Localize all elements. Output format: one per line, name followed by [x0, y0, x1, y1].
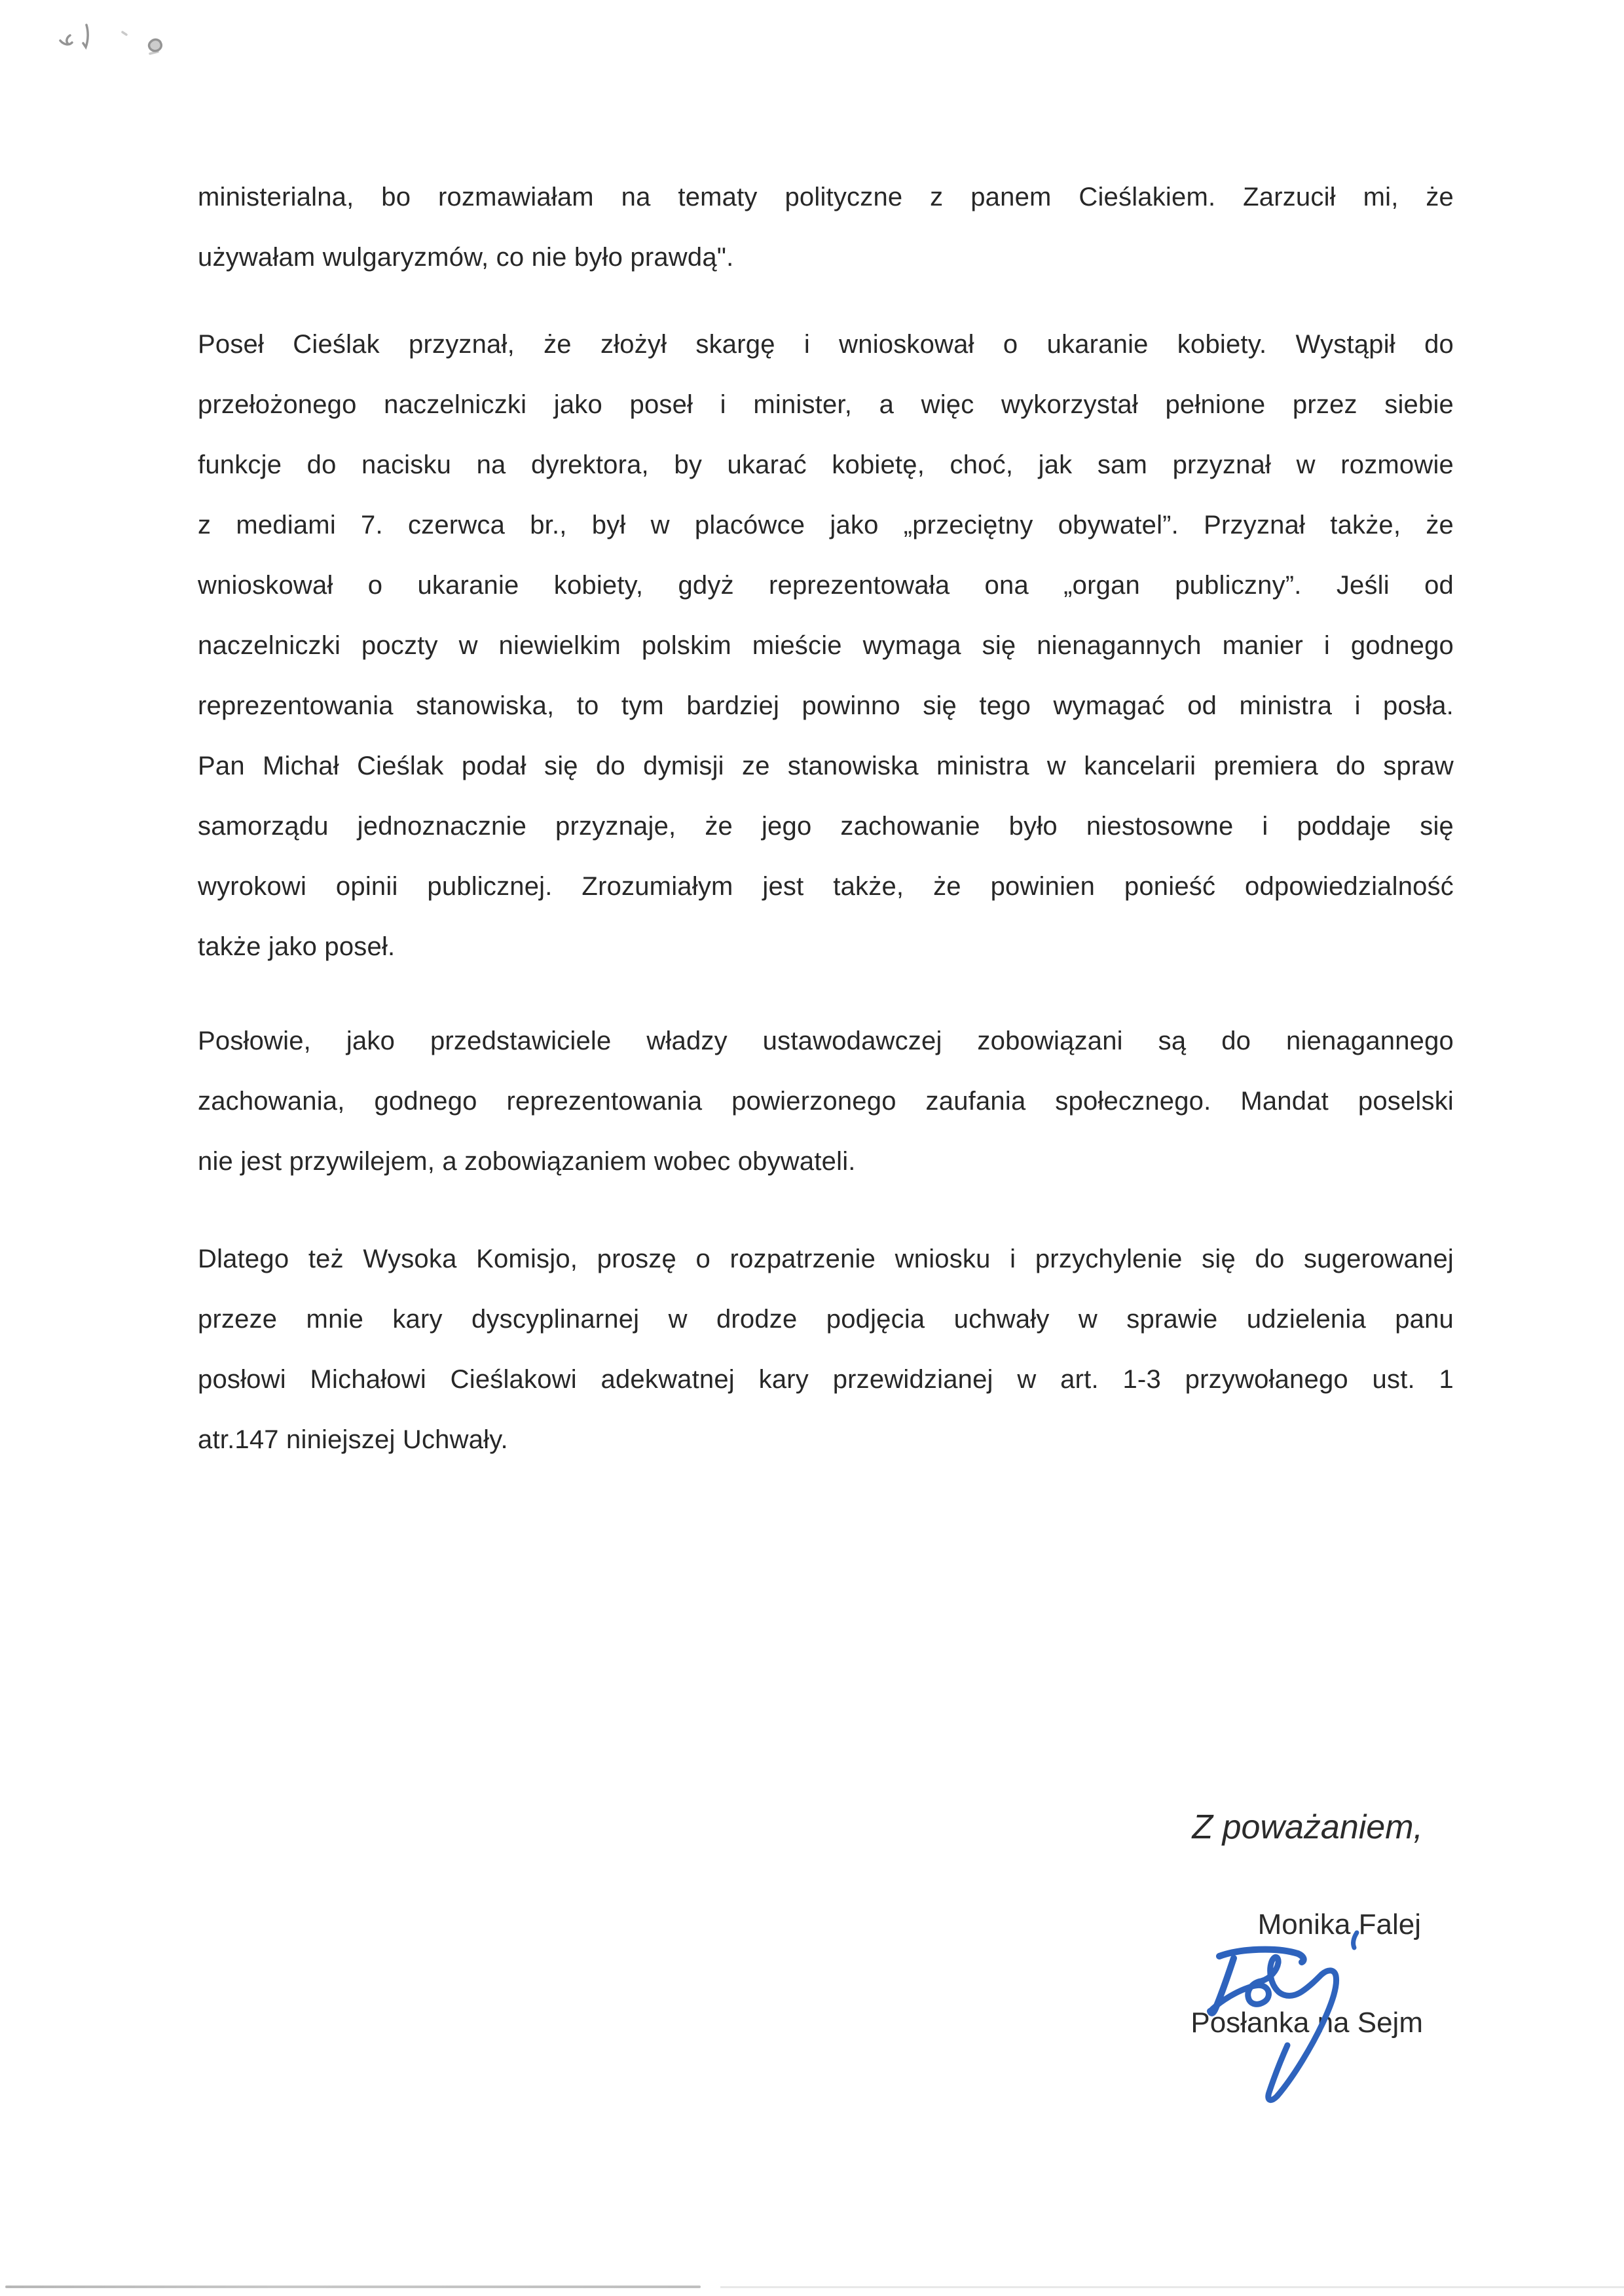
closing-salutation: Z poważaniem, [1192, 1808, 1423, 1846]
handwritten-signature-icon [1179, 1925, 1375, 2116]
text-line: przeze mnie kary dyscyplinarnej w drodze podjęcia uchwały w sprawie udzielenia panu [198, 1305, 1454, 1334]
text-line: wnioskował o ukaranie kobiety, gdyż reprezentowała ona „organ publiczny”. Jeśli od [198, 571, 1454, 600]
text-line: Poseł Cieślak przyznał, że złożył skargę i wnioskował o ukaranie kobiety. Wystąpił do [198, 330, 1454, 359]
scan-artifact-line [720, 2286, 1624, 2288]
paragraph [198, 167, 1454, 287]
text-line: nie jest przywilejem, a zobowiązaniem wobec obywateli. [198, 1147, 856, 1176]
text-line: atr.147 niniejszej Uchwały. [198, 1425, 508, 1454]
paragraph [198, 1229, 1454, 1470]
text-line: naczelniczki poczty w niewielkim polskim mieście wymaga się nienagannych manier i godnego [198, 631, 1454, 660]
ink-smudge-marks-icon [52, 20, 183, 59]
text-line: z mediami 7. czerwca br., był w placówce jako „przeciętny obywatel”. Przyznał także, że [198, 511, 1454, 539]
signer-title: Posłanka na Sejm [1190, 2007, 1423, 2039]
scan-artifact-line [5, 2286, 701, 2288]
text-line: Pan Michał Cieślak podał się do dymisji ze stanowiska ministra w kancelarii premiera do spraw [198, 752, 1454, 780]
text-line: zachowania, godnego reprezentowania powierzonego zaufania społecznego. Mandat poselski [198, 1087, 1454, 1116]
signer-name: Monika Falej [1257, 1908, 1421, 1941]
text-line: wyrokowi opinii publicznej. Zrozumiałym jest także, że powinien ponieść odpowiedzialność [198, 872, 1454, 901]
text-line: używałam wulgaryzmów, co nie było prawdą". [198, 243, 734, 272]
text-line: samorządu jednoznacznie przyznaje, że jego zachowanie było niestosowne i poddaje się [198, 812, 1454, 841]
text-line: ministerialna, bo rozmawiałam na tematy polityczne z panem Cieślakiem. Zarzucił mi, że [198, 183, 1454, 211]
text-line: funkcje do nacisku na dyrektora, by ukarać kobietę, choć, jak sam przyznał w rozmowie [198, 450, 1454, 479]
text-line: Dlatego też Wysoka Komisjo, proszę o rozpatrzenie wniosku i przychylenie się do sugerowanej [198, 1245, 1454, 1273]
text-line: także jako poseł. [198, 932, 396, 961]
text-line: przełożonego naczelniczki jako poseł i minister, a więc wykorzystał pełnione przez siebie [198, 390, 1454, 419]
text-line: posłowi Michałowi Cieślakowi adekwatnej kary przewidzianej w art. 1-3 przywołanego ust. 1 [198, 1365, 1454, 1394]
text-line: reprezentowania stanowiska, to tym bardziej powinno się tego wymagać od ministra i posła. [198, 691, 1454, 720]
paragraph [198, 1011, 1454, 1192]
paragraph [198, 314, 1454, 977]
text-line: Posłowie, jako przedstawiciele władzy ustawodawczej zobowiązani są do nienagannego [198, 1027, 1454, 1055]
